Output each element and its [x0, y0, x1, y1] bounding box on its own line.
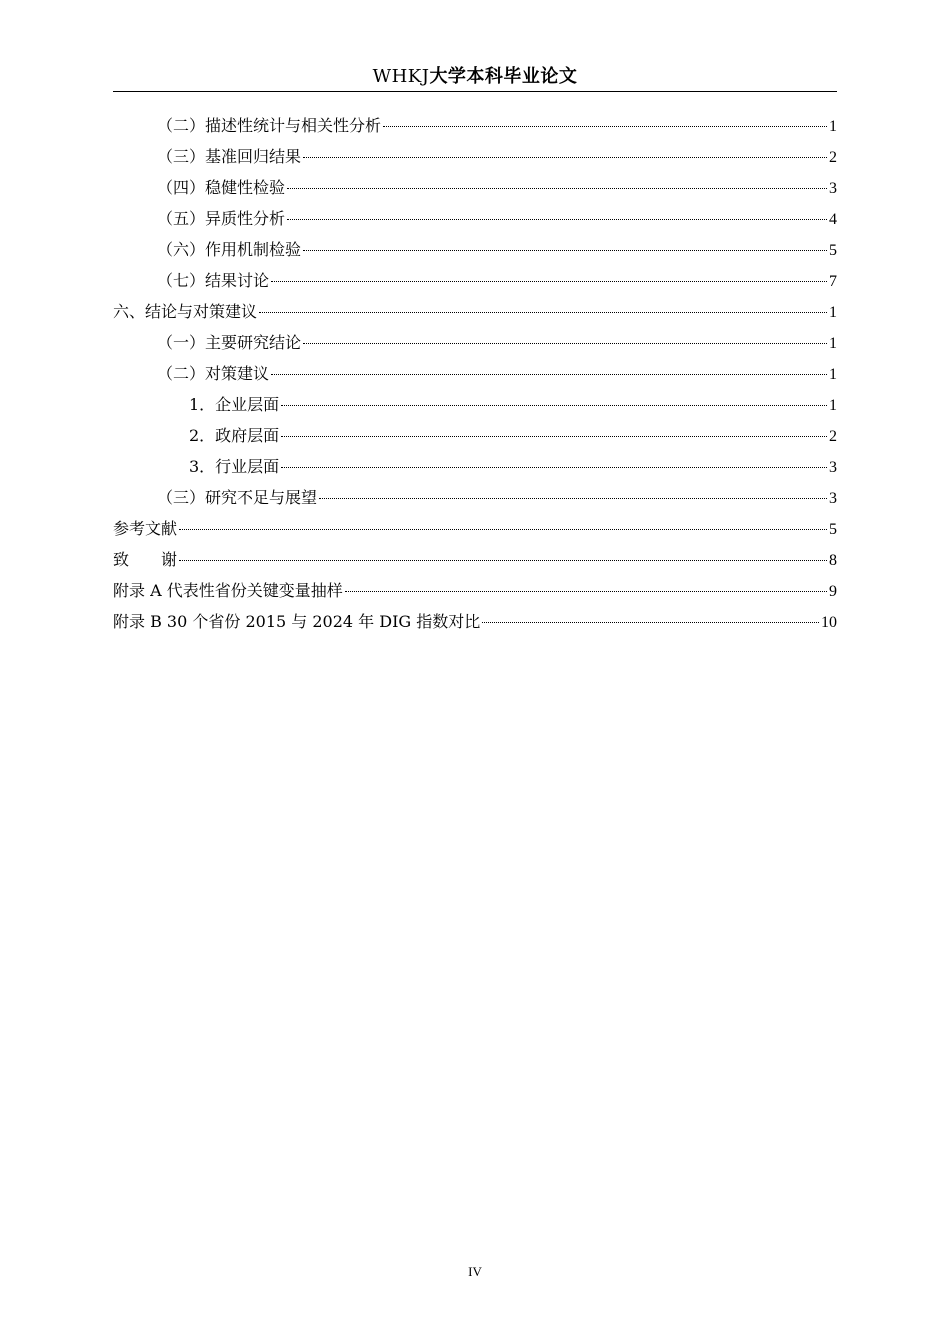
toc-leader-dots	[179, 560, 827, 561]
toc-leader-dots	[259, 312, 827, 313]
toc-entry-title: 2．政府层面	[189, 426, 280, 445]
toc-entry-page: 1	[829, 397, 837, 414]
toc-entry-title: 参考文献	[113, 519, 178, 538]
toc-entry-title: 附录 A 代表性省份关键变量抽样	[113, 581, 343, 600]
table-of-contents	[113, 113, 837, 640]
toc-entry-title: （三）研究不足与展望	[157, 488, 318, 507]
toc-leader-dots	[179, 529, 827, 530]
toc-entry-title: 附录 B 30 个省份 2015 与 2024 年 DIG 指数对比	[113, 612, 481, 631]
toc-entry[interactable]	[113, 175, 837, 206]
toc-entry[interactable]	[113, 609, 837, 640]
toc-leader-dots	[281, 467, 827, 468]
toc-leader-dots	[271, 281, 827, 282]
toc-entry[interactable]	[113, 113, 837, 144]
toc-entry-page: 2	[829, 149, 837, 166]
toc-entry[interactable]	[113, 454, 837, 485]
toc-entry-page: 7	[829, 273, 837, 290]
toc-entry-page: 2	[829, 428, 837, 445]
toc-leader-dots	[303, 343, 827, 344]
toc-entry-title: 致 谢	[113, 550, 178, 569]
toc-entry-page: 5	[829, 242, 837, 259]
toc-entry-title: （六）作用机制检验	[157, 240, 302, 259]
toc-entry-title: （三）基准回归结果	[157, 147, 302, 166]
toc-leader-dots	[482, 622, 819, 623]
toc-entry[interactable]	[113, 206, 837, 237]
toc-entry[interactable]	[113, 392, 837, 423]
toc-entry-title: （四）稳健性检验	[157, 178, 286, 197]
toc-entry-page: 5	[829, 521, 837, 538]
toc-entry[interactable]	[113, 237, 837, 268]
toc-entry[interactable]	[113, 299, 837, 330]
toc-entry-page: 1	[829, 118, 837, 135]
toc-entry-page: 3	[829, 459, 837, 476]
header-rule	[113, 91, 837, 92]
toc-entry[interactable]	[113, 485, 837, 516]
header-university: 大学本科毕业论文	[429, 66, 578, 87]
toc-entry-title: （五）异质性分析	[157, 209, 286, 228]
toc-entry[interactable]	[113, 144, 837, 175]
toc-leader-dots	[303, 157, 827, 158]
toc-entry-title: （七）结果讨论	[157, 271, 270, 290]
toc-entry-title: （二）对策建议	[157, 364, 270, 383]
toc-entry-page: 9	[829, 583, 837, 600]
toc-entry[interactable]	[113, 578, 837, 609]
page-header	[0, 62, 950, 88]
toc-entry-page: 1	[829, 304, 837, 321]
toc-entry[interactable]	[113, 330, 837, 361]
toc-leader-dots	[345, 591, 827, 592]
toc-entry[interactable]	[113, 268, 837, 299]
toc-entry-page: 3	[829, 180, 837, 197]
toc-entry[interactable]	[113, 361, 837, 392]
toc-entry-page: 10	[821, 614, 837, 631]
toc-leader-dots	[287, 188, 827, 189]
toc-leader-dots	[287, 219, 827, 220]
toc-leader-dots	[319, 498, 827, 499]
toc-entry-page: 3	[829, 490, 837, 507]
toc-entry-page: 1	[829, 335, 837, 352]
toc-entry[interactable]	[113, 547, 837, 578]
toc-entry-title: （一）主要研究结论	[157, 333, 302, 352]
toc-entry-page: 4	[829, 211, 837, 228]
toc-entry-page: 1	[829, 366, 837, 383]
toc-leader-dots	[303, 250, 827, 251]
toc-entry-title: 1．企业层面	[189, 395, 280, 414]
toc-entry-title: 3．行业层面	[189, 457, 280, 476]
toc-leader-dots	[271, 374, 827, 375]
toc-leader-dots	[383, 126, 827, 127]
toc-entry[interactable]	[113, 516, 837, 547]
toc-entry-page: 8	[829, 552, 837, 569]
page-number: IV	[468, 1264, 482, 1279]
toc-leader-dots	[281, 436, 827, 437]
toc-entry-title: 六、结论与对策建议	[113, 302, 258, 321]
toc-entry-title: （二）描述性统计与相关性分析	[157, 116, 382, 135]
header-prefix: WHKJ	[372, 66, 430, 87]
toc-entry[interactable]	[113, 423, 837, 454]
toc-leader-dots	[281, 405, 827, 406]
